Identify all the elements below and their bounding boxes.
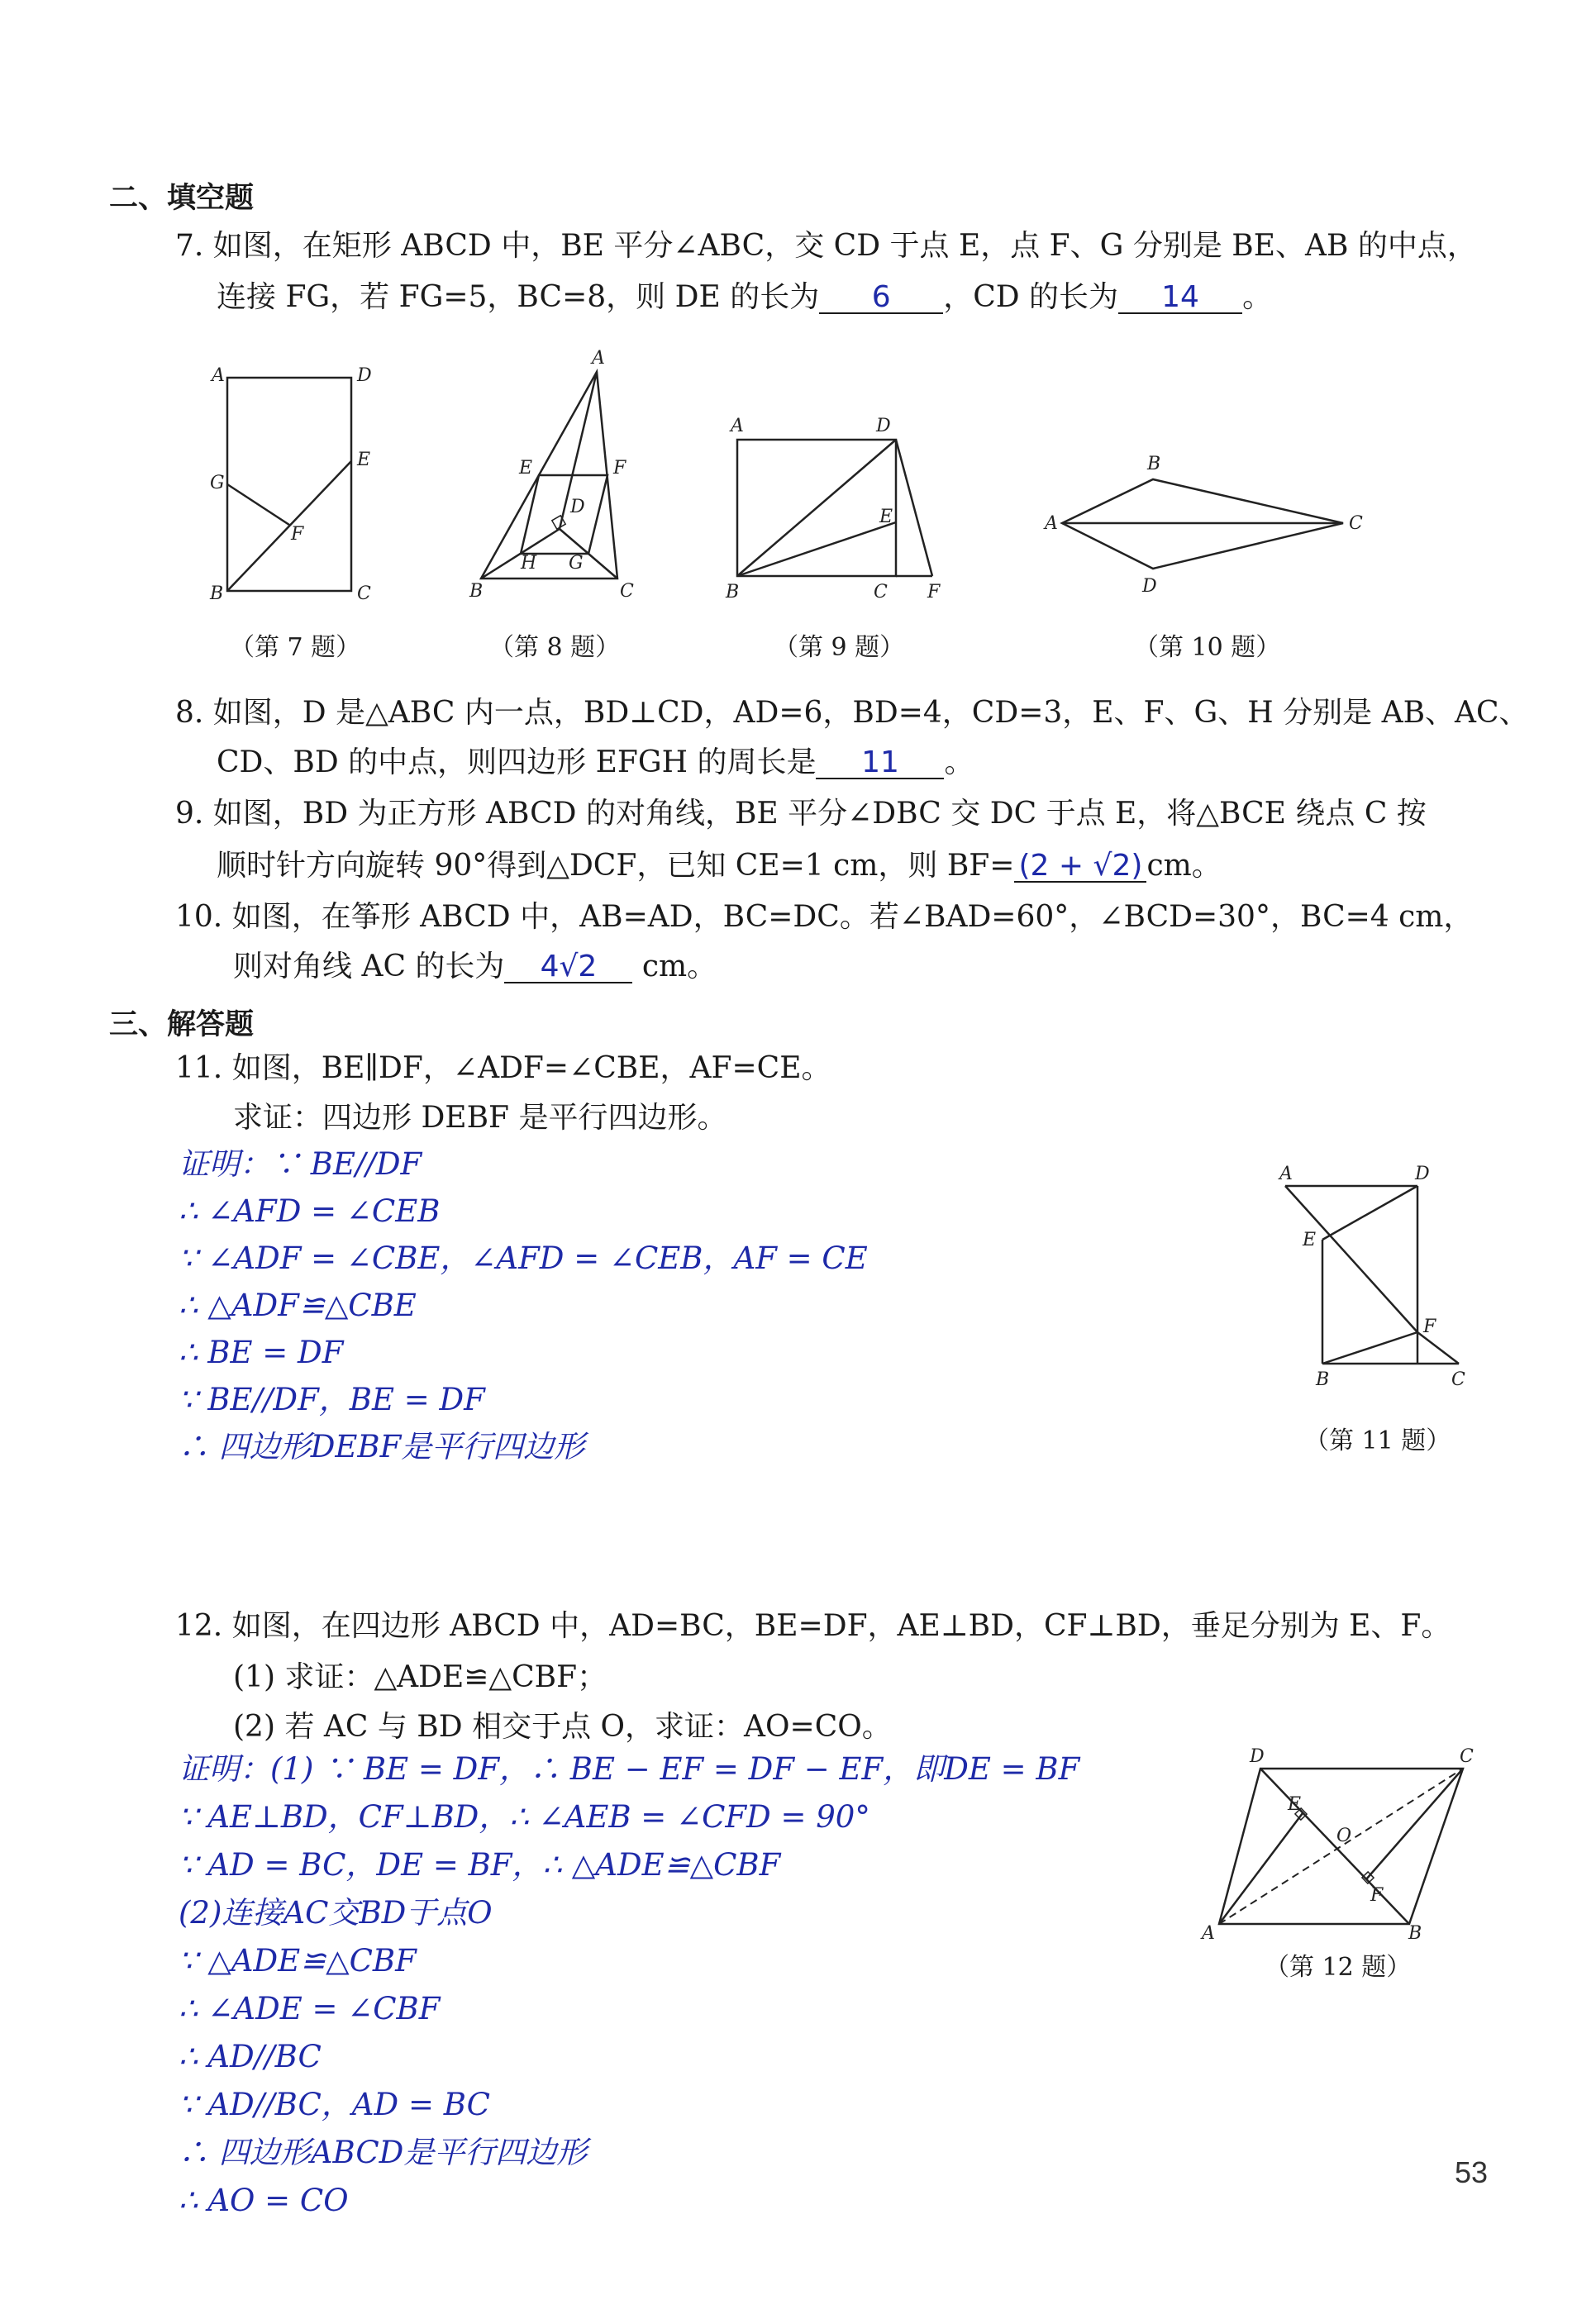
caption-fig11: （第 11 题） xyxy=(1304,1426,1451,1455)
fig8-label-h: H xyxy=(521,553,537,574)
fig7-rectangle xyxy=(227,378,351,591)
figure-10 xyxy=(1033,446,1380,612)
figure-11 xyxy=(1265,1157,1479,1405)
q8-line1: 8. 如图，D 是△ABC 内一点，BD⊥CD，AD=6，BD=4，CD=3，E、F、G、H 分别是 AB、AC、 xyxy=(175,696,1529,730)
caption-fig12: （第 12 题） xyxy=(1265,1953,1412,1982)
figure-7 xyxy=(198,360,388,607)
fig9-label-a: A xyxy=(731,416,744,436)
fig7-label-g: G xyxy=(210,473,225,493)
q12-proof-line-1: 证明：(1) ∵ BE = DF，∴ BE − EF = DF − EF，即DE = BF xyxy=(179,1751,1080,1787)
q12-proof-line-10: ∴ AO = CO xyxy=(179,2183,349,2218)
fig11-label-c: C xyxy=(1451,1369,1465,1390)
caption-fig10: （第 10 题） xyxy=(1134,633,1281,662)
q12-proof-line-4: (2)连接AC交BD于点O xyxy=(179,1895,493,1931)
fig8-label-d: D xyxy=(570,497,585,517)
figure-9 xyxy=(719,405,959,612)
fig8-label-a: A xyxy=(592,348,605,369)
fig11-label-f: F xyxy=(1423,1317,1436,1337)
q10-text-a: 则对角线 AC 的长为 xyxy=(233,950,505,983)
q7-text-a: 连接 FG，若 FG=5，BC=8，则 DE 的长为 xyxy=(217,280,820,314)
page-number: 53 xyxy=(1455,2155,1489,2189)
q12-line2: (1) 求证：△ADE≌△CBF； xyxy=(233,1660,607,1694)
q10-answer: 4√2 xyxy=(504,952,632,983)
q11-line1: 11. 如图，BE∥DF，∠ADF=∠CBE，AF=CE。 xyxy=(175,1051,831,1085)
q11-proof-line-6: ∵ BE//DF，BE = DF xyxy=(179,1382,485,1417)
q10-text-b: cm。 xyxy=(632,950,717,983)
fig11-label-e: E xyxy=(1303,1230,1317,1250)
fig7-label-c: C xyxy=(357,583,371,604)
q12-proof-line-8: ∵ AD//BC，AD = BC xyxy=(179,2087,490,2122)
fig9-label-e: E xyxy=(879,507,893,527)
fig11-label-a: A xyxy=(1279,1164,1293,1184)
q12-proof-line-9: ∴ 四边形ABCD是平行四边形 xyxy=(179,2135,588,2170)
q11-proof-line-1: 证明：∵ BE//DF xyxy=(179,1146,422,1182)
q7-line2 xyxy=(217,280,1273,314)
q12-line1: 12. 如图，在四边形 ABCD 中，AD=BC，BE=DF，AE⊥BD，CF⊥BD，垂足分别为 E、F。 xyxy=(175,1609,1451,1643)
q10-line1: 10. 如图，在筝形 ABCD 中，AB=AD，BC=DC。若∠BAD=60°，∠BCD=30°，BC=4 cm， xyxy=(175,900,1474,934)
fig12-label-o: O xyxy=(1336,1826,1352,1846)
fig8-label-b: B xyxy=(469,581,484,602)
fig11-label-d: D xyxy=(1415,1164,1430,1184)
fig9-label-c: C xyxy=(874,582,888,602)
q11-proof-line-3: ∵ ∠ADF = ∠CBE，∠AFD = ∠CEB，AF = CE xyxy=(179,1240,868,1276)
fig12-label-b: B xyxy=(1408,1923,1422,1944)
q7-line1: 7. 如图，在矩形 ABCD 中，BE 平分∠ABC，交 CD 于点 E，点 F、G 分别是 BE、AB 的中点， xyxy=(175,229,1477,263)
q8-line2 xyxy=(217,745,974,779)
q9-line1: 9. 如图，BD 为正方形 ABCD 的对角线，BE 平分∠DBC 交 DC 于点 E，将△BCE 绕点 C 按 xyxy=(175,797,1427,831)
fig8-quad-efgh xyxy=(521,475,607,554)
fig7-label-b: B xyxy=(210,583,224,604)
q9-text-a: 顺时针方向旋转 90°得到△DCF，已知 CE=1 cm，则 BF= xyxy=(217,849,1015,883)
fig8-label-g: G xyxy=(569,553,584,574)
q8-text-a: CD、BD 的中点，则四边形 EFGH 的周长是 xyxy=(217,745,817,779)
fig10-label-b: B xyxy=(1147,454,1161,474)
fig7-label-a: A xyxy=(212,365,225,386)
fig10-label-d: D xyxy=(1142,576,1157,597)
section-title-fill-blank: 二、填空题 xyxy=(109,182,255,215)
q9-text-b: cm。 xyxy=(1146,849,1222,883)
fig12-label-c: C xyxy=(1460,1746,1474,1767)
fig7-label-f: F xyxy=(291,524,304,545)
fig8-label-f: F xyxy=(613,458,626,479)
q11-proof-line-2: ∴ ∠AFD = ∠CEB xyxy=(179,1193,441,1229)
caption-fig9: （第 9 题） xyxy=(774,633,905,662)
q7-answer-de: 6 xyxy=(819,283,943,314)
q12-proof-line-5: ∵ △ADE≌△CBF xyxy=(179,1943,417,1979)
q11-proof-line-4: ∴ △ADF≌△CBE xyxy=(179,1288,417,1323)
q12-line3: (2) 若 AC 与 BD 相交于点 O，求证：AO=CO。 xyxy=(233,1710,892,1744)
q9-line2 xyxy=(217,851,1222,883)
q12-proof-line-7: ∴ AD//BC xyxy=(179,2039,322,2074)
fig12-label-e: E xyxy=(1288,1794,1302,1815)
q12-proof-line-6: ∴ ∠ADE = ∠CBF xyxy=(179,1991,441,2026)
figure-12 xyxy=(1190,1744,1496,1950)
q7-text-c: 。 xyxy=(1242,280,1273,314)
q11-proof-line-5: ∴ BE = DF xyxy=(179,1335,344,1370)
fig8-label-c: C xyxy=(620,581,634,602)
fig11-label-b: B xyxy=(1316,1369,1330,1390)
q12-proof-line-2: ∵ AE⊥BD，CF⊥BD，∴ ∠AEB = ∠CFD = 90° xyxy=(179,1799,870,1835)
q10-line2 xyxy=(233,952,717,983)
q8-answer: 11 xyxy=(816,748,944,779)
fig9-label-b: B xyxy=(726,582,740,602)
q12-proof-line-3: ∵ AD = BC，DE = BF，∴ △ADE≌△CBF xyxy=(179,1847,781,1883)
section-title-solve: 三、解答题 xyxy=(109,1008,255,1041)
fig10-label-c: C xyxy=(1349,513,1363,534)
q11-line2: 求证：四边形 DEBF 是平行四边形。 xyxy=(233,1101,727,1135)
fig10-label-a: A xyxy=(1045,513,1058,534)
q9-answer: (2 + √2) xyxy=(1014,851,1146,883)
q11-proof-line-7: ∴ 四边形DEBF是平行四边形 xyxy=(179,1429,585,1464)
fig9-label-d: D xyxy=(876,416,891,436)
caption-fig8: （第 8 题） xyxy=(489,633,621,662)
q7-text-b: ，CD 的长为 xyxy=(943,280,1119,314)
q8-text-b: 。 xyxy=(944,745,974,779)
fig8-label-e: E xyxy=(519,458,533,479)
caption-fig7: （第 7 题） xyxy=(230,633,361,662)
fig12-label-a: A xyxy=(1202,1923,1215,1944)
fig7-label-d: D xyxy=(357,365,372,386)
fig7-label-e: E xyxy=(357,450,371,470)
fig9-label-f: F xyxy=(927,582,941,602)
q7-answer-cd: 14 xyxy=(1118,283,1242,314)
fig12-label-d: D xyxy=(1250,1746,1265,1767)
fig12-label-f: F xyxy=(1370,1885,1384,1906)
figure-8 xyxy=(463,347,645,612)
